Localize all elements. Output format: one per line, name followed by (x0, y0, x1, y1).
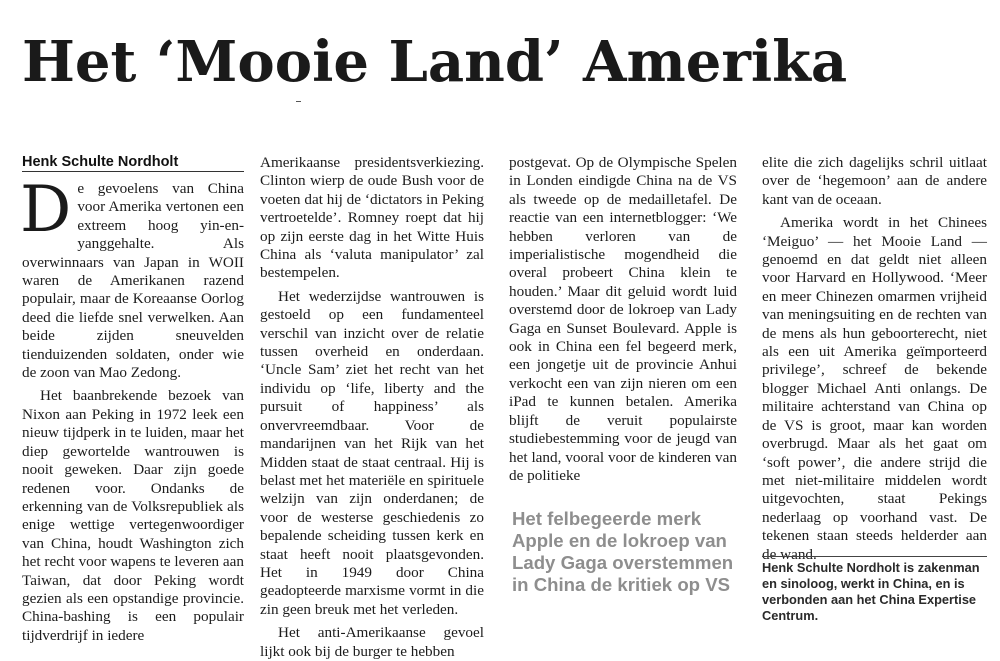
article-paragraph: Het wederzijdse wantrouwen is gestoeld op een fundamenteel verschil van inzicht over de relatie tussen overheid en onderdaan. ‘Uncle Sam’ ziet het recht van het individu op ‘life, liberty and the pursuit of happiness’ als onvervreemdbaar. Voor de mandarijnen van het Rijk van het Midden staat de staat centraal. Hij is belast met het materiële en spirituele welzijn van zijn onderdanen; de voor de westerse geschiedenis zo bepalende scheiding tussen kerk en staat heeft nooit plaatsgevonden. Het in 1949 door China geadopteerde marxisme vormt in die zin geen breuk met het verleden. (260, 287, 484, 618)
byline: Henk Schulte Nordholt (22, 154, 179, 170)
article-paragraph: Het anti-Amerikaanse gevoel lijkt ook bij de burger te hebben (260, 624, 484, 660)
article-paragraph: Amerika wordt in het Chinees ‘Meiguo’ — het Mooie Land — genoemd en dat geldt niet alleen voor Harvard en Hollywood. ‘Meer en meer Chinezen omarmen vrijheid van meningsuiting en de rechten van de mens als hun geboorterecht, niet als een uit Amerika geïmporteerd privilege’, schreef de bekende blogger Michael Anti onlangs. De militaire achterstand van China op de VS is groot, maar kan worden overbrugd. Maar als het gaat om ‘soft power’, die andere strijd die met niet-militaire middelen wordt uitgevochten, staat Pekings nederlaag op voorhand vast. De tekenen staan steeds helderder aan de wand. (762, 214, 987, 563)
author-bio: Henk Schulte Nordholt is zakenman en sinoloog, werkt in China, en is verbonden aan het China Expertise Centrum. (762, 560, 980, 623)
byline-rule (22, 171, 244, 172)
article-column-2 (260, 154, 484, 660)
paragraph-text: e gevoelens van China voor Amerika vertonen een extreem hoog yin-en-yanggehalte. Als overwinnaars van Japan in WOII waren de Amerikanen razend populair, maar de Koreaanse Oorlog deed die liefde snel verwelken. Aan beide zijden sneuvelden tienduizenden soldaten, onder wie de zoon van Mao Zedong. (22, 180, 244, 382)
print-mark (296, 101, 301, 102)
article-column-3 (509, 154, 737, 484)
article-paragraph: elite die zich dagelijks schril uitlaat over de ‘hegemoon’ aan de andere kant van de oceaan. (762, 154, 987, 208)
headline: Het ‘Mooie Land’ Amerika (22, 29, 848, 95)
article-paragraph: Het baanbrekende bezoek van Nixon aan Peking in 1972 leek een nieuw tijdperk in te luiden, maar het diep gewortelde wantrouwen is nooit geweken. Daar zijn goede redenen voor. Ondanks de erkenning van de Volksrepubliek als enige wettige vertegenwoordiger van China, houdt Washington zich het recht voor wapens te leveren aan Taiwan, dat door Peking wordt gezien als een opstandige provincie. China-bashing is een populair tijdverdrijf in iedere (22, 387, 244, 644)
article-paragraph: Amerikaanse presidentsverkiezing. Clinton wierp de oude Bush voor de voeten dat hij de ‘dictators in Peking vertroetelde’. Romney roept dat hij op zijn eerste dag in het Witte Huis China als ‘valuta manipulator’ zal bestempelen. (260, 154, 484, 282)
article-column-1 (20, 154, 244, 644)
article-paragraph: postgevat. Op de Olympische Spelen in Londen eindigde China na de VS als tweede op de medailletafel. De reactie van een internetblogger: ‘We hebben verloren van de imperialistische mogendheid die overal probeert China klein te houden.’ Maar dit geluid wordt luid overstemd door de lokroep van Lady Gaga en Sunset Boulevard. Apple is ook in China een fel begeerd merk, een jongetje uit de provincie Anhui verkocht een van zijn nieren om een iPad te kunnen betalen. Amerika blijft de veruit populairste studiebestemming voor de jeugd van het land, vooral voor de kinderen van de politieke (509, 154, 737, 484)
author-bio-rule (762, 556, 987, 557)
pull-quote: Het felbegeerde merk Apple en de lokroep van Lady Gaga overstemmen in China de kritiek op VS (512, 508, 734, 595)
drop-cap: D (20, 173, 72, 247)
article-paragraph (20, 173, 244, 382)
article-column-4 (762, 154, 987, 563)
